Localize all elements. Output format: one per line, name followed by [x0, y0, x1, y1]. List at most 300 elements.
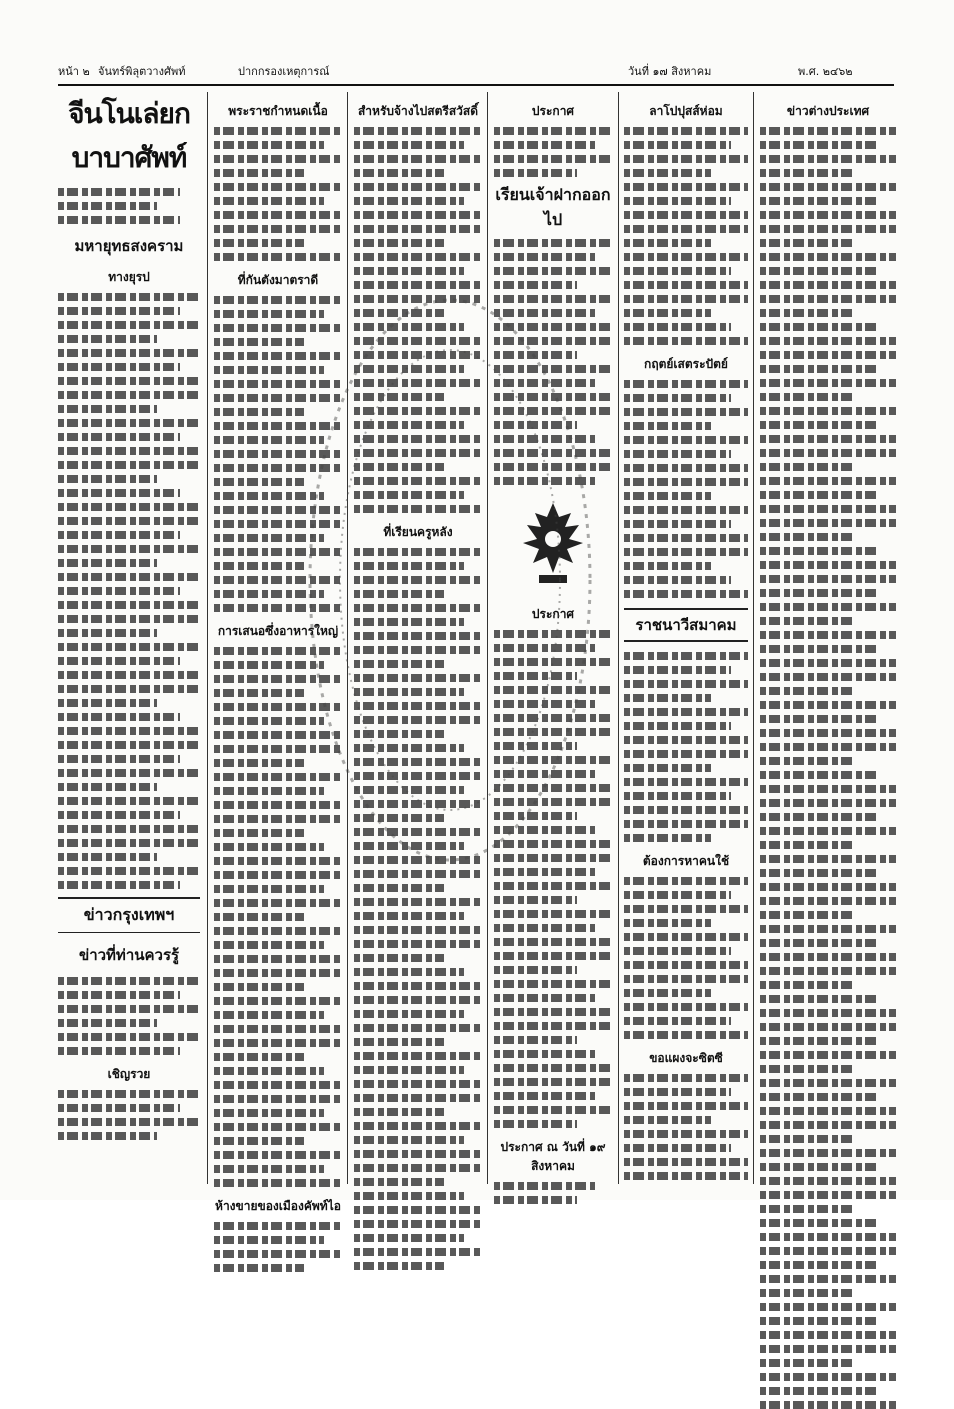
- text-line: [624, 1172, 748, 1180]
- text-line: [494, 994, 595, 1002]
- newspaper-header: [58, 40, 894, 80]
- text-line: [760, 743, 896, 751]
- text-line: [760, 533, 855, 541]
- text-line: [760, 211, 896, 219]
- text-line: [58, 657, 180, 665]
- text-line: [760, 1023, 896, 1031]
- text-line: [760, 183, 896, 191]
- text-line: [58, 713, 180, 721]
- text-line: [494, 155, 612, 163]
- text-line: [354, 1234, 464, 1242]
- watermark-stamp-icon: [300, 280, 600, 880]
- text-line: [354, 1206, 482, 1214]
- text-line: [760, 925, 896, 933]
- text-line: [624, 295, 748, 303]
- column-rule: [207, 92, 208, 1184]
- text-line: [624, 183, 748, 191]
- text-line: [760, 1345, 896, 1353]
- subheading-europe: ทางยุรป: [108, 270, 150, 284]
- text-line: [58, 391, 200, 399]
- text-line: [624, 380, 748, 388]
- text-line: [214, 169, 304, 177]
- text-line: [760, 1149, 896, 1157]
- column-6: [760, 92, 896, 1190]
- text-line: [624, 492, 711, 500]
- text-line: [760, 1247, 896, 1255]
- text-line: [624, 590, 748, 598]
- text-line: [58, 433, 180, 441]
- text-line: [760, 967, 896, 975]
- text-line: [624, 239, 711, 247]
- text-line: [760, 449, 896, 457]
- text-line: [760, 281, 896, 289]
- text-line: [58, 671, 200, 679]
- text-line: [58, 1019, 157, 1027]
- text-line: [624, 961, 748, 969]
- text-line: [214, 899, 342, 907]
- text-line: [624, 694, 711, 702]
- text-line: [760, 1163, 877, 1171]
- text-line: [760, 407, 896, 415]
- text-line: [494, 966, 577, 974]
- women-article-heading: สำหรับจ้างไปสตรีสวัสดิ์: [357, 104, 479, 118]
- text-line: [214, 239, 304, 247]
- text-line: [214, 955, 342, 963]
- text-line: [760, 575, 896, 583]
- text-line: [58, 797, 200, 805]
- text-line: [214, 1165, 324, 1173]
- text-line: [624, 464, 748, 472]
- text-line: [214, 1151, 342, 1159]
- text-line: [214, 1039, 342, 1047]
- article-heading: ที่กันตังมาตราดี: [237, 273, 319, 287]
- text-line: [58, 1033, 200, 1041]
- text-line: [760, 701, 896, 709]
- text-line: [58, 587, 180, 595]
- text-line: [760, 323, 877, 331]
- school-article-heading: ที่เรียนครูหลัง: [383, 525, 453, 539]
- text-line: [760, 785, 896, 793]
- text-line: [354, 253, 482, 261]
- text-line: [354, 1164, 482, 1172]
- text-line: [760, 897, 896, 905]
- text-line: [354, 1136, 464, 1144]
- text-line: [214, 211, 342, 219]
- text-line: [760, 729, 896, 737]
- text-line: [58, 977, 200, 985]
- text-line: [494, 1022, 612, 1030]
- text-line: [354, 1220, 482, 1228]
- text-line: [760, 491, 877, 499]
- text-line: [760, 869, 877, 877]
- center-title: ปากกรองเหตุการณ์: [238, 65, 330, 78]
- text-line: [494, 896, 577, 904]
- text-line: [624, 1074, 748, 1082]
- text-line: [58, 629, 157, 637]
- text-line: [760, 1373, 896, 1381]
- text-line: [624, 408, 748, 416]
- text-line: [760, 295, 896, 303]
- shop-heading: ห้างขายของเมืองคัพท์ไอ: [215, 1199, 341, 1213]
- foreign-news-heading: ข่าวต่างประเทศ: [786, 104, 870, 118]
- text-line: [214, 885, 324, 893]
- text-line: [624, 520, 731, 528]
- text-line: [58, 216, 180, 224]
- notice-heading: ข่าวที่ท่านควรรู้: [78, 946, 180, 964]
- text-line: [624, 905, 748, 913]
- text-line: [760, 939, 877, 947]
- text-line: [494, 127, 612, 135]
- text-line: [760, 603, 896, 611]
- text-line: [58, 1118, 200, 1126]
- text-line: [760, 1093, 877, 1101]
- text-line: [760, 631, 896, 639]
- text-line: [624, 792, 731, 800]
- text-line: [214, 1264, 304, 1272]
- text-line: [760, 1233, 896, 1241]
- text-line: [760, 673, 896, 681]
- text-line: [624, 169, 711, 177]
- text-line: [58, 1005, 200, 1013]
- text-line: [624, 778, 748, 786]
- text-line: [624, 197, 731, 205]
- text-line: [760, 981, 855, 989]
- text-line: [624, 722, 731, 730]
- navy-association-heading: ราชนาวีสมาคม: [624, 608, 748, 642]
- text-line: [760, 141, 877, 149]
- text-line: [760, 827, 896, 835]
- text-line: [760, 1261, 877, 1269]
- text-line: [58, 1047, 180, 1055]
- text-line: [214, 1222, 342, 1230]
- text-line: [624, 450, 731, 458]
- text-line: [214, 1053, 304, 1061]
- text-line: [58, 881, 180, 889]
- text-line: [760, 1009, 896, 1017]
- text-line: [494, 267, 612, 275]
- text-line: [494, 952, 612, 960]
- column-rule: [753, 92, 754, 1184]
- food-article-heading: การเสนอซึ่งอาหารใหญ่: [217, 624, 339, 638]
- text-line: [58, 867, 200, 875]
- text-line: [624, 708, 748, 716]
- text-line: [760, 1275, 896, 1283]
- text-line: [760, 799, 896, 807]
- text-line: [214, 183, 342, 191]
- text-line: [58, 853, 157, 861]
- text-line: [354, 1192, 464, 1200]
- text-line: [624, 736, 748, 744]
- text-line: [354, 155, 482, 163]
- column-5: [624, 92, 748, 1190]
- text-line: [58, 699, 157, 707]
- text-line: [58, 517, 200, 525]
- text-line: [58, 321, 200, 329]
- text-line: [354, 940, 482, 948]
- text-line: [760, 1051, 896, 1059]
- text-line: [760, 1177, 896, 1185]
- text-line: [760, 995, 877, 1003]
- text-line: [494, 1078, 612, 1086]
- announcement-heading: ประกาศ: [531, 104, 575, 118]
- text-line: [760, 435, 896, 443]
- text-line: [624, 806, 748, 814]
- text-line: [624, 422, 711, 430]
- text-line: [214, 155, 342, 163]
- text-line: [58, 601, 200, 609]
- text-line: [214, 829, 304, 837]
- text-line: [624, 309, 711, 317]
- text-line: [58, 573, 200, 581]
- text-line: [760, 393, 855, 401]
- text-line: [760, 1359, 855, 1367]
- text-line: [760, 757, 855, 765]
- text-line: [58, 839, 200, 847]
- text-line: [624, 155, 748, 163]
- text-line: [760, 547, 877, 555]
- text-line: [760, 1065, 855, 1073]
- issue-date: วันที่ ๑๗ สิงหาคม: [628, 65, 712, 78]
- text-line: [760, 155, 896, 163]
- text-line: [760, 911, 855, 919]
- text-line: [58, 825, 200, 833]
- text-line: [58, 461, 200, 469]
- text-line: [58, 685, 200, 693]
- text-line: [760, 351, 896, 359]
- text-line: [624, 680, 748, 688]
- text-line: [624, 1003, 748, 1011]
- text-line: [624, 1088, 731, 1096]
- text-line: [58, 783, 157, 791]
- text-line: [760, 1401, 896, 1409]
- text-line: [624, 1031, 748, 1039]
- text-line: [760, 953, 896, 961]
- text-line: [494, 910, 612, 918]
- text-line: [760, 1079, 896, 1087]
- text-line: [760, 337, 896, 345]
- text-line: [58, 991, 180, 999]
- text-line: [354, 1052, 482, 1060]
- text-line: [624, 534, 748, 542]
- deposit-notice: เรียนเจ้าฝากออกไป: [495, 185, 611, 229]
- text-line: [58, 727, 200, 735]
- text-line: [354, 1024, 482, 1032]
- text-line: [58, 377, 200, 385]
- text-line: [760, 519, 896, 527]
- text-line: [624, 1144, 731, 1152]
- text-line: [214, 927, 342, 935]
- text-line: [760, 659, 896, 667]
- announcement-footer: ประกาศ ณ วันที่ ๑๙ สิงหาคม: [500, 1140, 606, 1173]
- text-line: [760, 1121, 896, 1129]
- text-line: [214, 913, 304, 921]
- text-line: [214, 1179, 342, 1187]
- text-line: [58, 545, 200, 553]
- text-line: [214, 1236, 324, 1244]
- text-line: [494, 1120, 577, 1128]
- text-line: [354, 239, 444, 247]
- column-rule: [618, 92, 619, 1184]
- text-line: [494, 1196, 577, 1204]
- text-line: [760, 197, 877, 205]
- text-line: [214, 562, 304, 570]
- text-line: [760, 1135, 855, 1143]
- text-line: [624, 1116, 711, 1124]
- text-line: [354, 898, 482, 906]
- text-line: [624, 834, 711, 842]
- text-line: [760, 1205, 855, 1213]
- text-line: [760, 813, 877, 821]
- text-line: [760, 617, 855, 625]
- text-line: [58, 293, 200, 301]
- text-line: [214, 1123, 342, 1131]
- text-line: [354, 211, 482, 219]
- text-line: [624, 548, 748, 556]
- text-line: [214, 1067, 324, 1075]
- text-line: [354, 1038, 444, 1046]
- text-line: [494, 1092, 595, 1100]
- text-line: [354, 954, 444, 962]
- text-line: [760, 127, 896, 135]
- text-line: [58, 615, 200, 623]
- text-line: [354, 1094, 482, 1102]
- text-line: [494, 141, 595, 149]
- text-line: [760, 365, 877, 373]
- text-line: [214, 253, 342, 261]
- text-line: [58, 489, 180, 497]
- text-line: [624, 141, 731, 149]
- bangkok-news-heading: ข่าวกรุงเทพฯ: [58, 897, 200, 933]
- text-line: [214, 1250, 342, 1258]
- page-label: หน้า ๒: [58, 65, 90, 78]
- text-line: [760, 1191, 896, 1199]
- text-line: [624, 820, 748, 828]
- text-line: [624, 652, 748, 660]
- text-line: [760, 1219, 877, 1227]
- header-rule: [58, 84, 894, 86]
- text-line: [494, 1182, 595, 1190]
- text-line: [494, 1106, 612, 1114]
- text-line: [354, 996, 482, 1004]
- text-line: [58, 559, 157, 567]
- left-title: จันทร์พิลุตวางศัพท์: [98, 65, 186, 78]
- text-line: [214, 983, 304, 991]
- text-line: [624, 253, 748, 261]
- text-line: [624, 267, 731, 275]
- text-line: [760, 1317, 877, 1325]
- text-line: [354, 183, 482, 191]
- text-line: [624, 576, 731, 584]
- text-line: [354, 1248, 482, 1256]
- text-line: [624, 281, 748, 289]
- text-line: [494, 169, 577, 177]
- text-line: [494, 1036, 577, 1044]
- text-line: [494, 1050, 595, 1058]
- text-line: [624, 225, 748, 233]
- text-line: [494, 253, 595, 261]
- text-line: [354, 267, 464, 275]
- text-line: [760, 855, 896, 863]
- text-line: [214, 759, 304, 767]
- announcement-heading-2: ประกาศ: [531, 607, 575, 621]
- text-line: [354, 1066, 464, 1074]
- text-line: [494, 882, 612, 890]
- text-line: [760, 169, 855, 177]
- column-1: [58, 92, 200, 1190]
- text-line: [624, 478, 748, 486]
- text-line: [624, 127, 748, 135]
- headline-war: มหายุทธสงคราม: [74, 237, 184, 255]
- text-line: [354, 127, 482, 135]
- text-line: [214, 997, 342, 1005]
- text-line: [494, 980, 612, 988]
- invitation-heading: เชิญรวย: [107, 1067, 151, 1081]
- text-line: [58, 1090, 200, 1098]
- text-line: [354, 1178, 444, 1186]
- text-line: [624, 1017, 731, 1025]
- text-line: [214, 1025, 342, 1033]
- text-line: [214, 225, 342, 233]
- text-line: [214, 1095, 342, 1103]
- text-line: [58, 503, 200, 511]
- text-line: [58, 419, 200, 427]
- text-line: [354, 884, 444, 892]
- article-heading-5a: ลาโปปุสส์ห่อม: [649, 104, 723, 118]
- text-line: [760, 505, 896, 513]
- text-line: [354, 169, 444, 177]
- text-line: [214, 127, 342, 135]
- text-line: [624, 947, 731, 955]
- text-line: [624, 919, 711, 927]
- text-line: [354, 1262, 444, 1270]
- text-line: [760, 645, 877, 653]
- text-line: [58, 531, 180, 539]
- text-line: [58, 405, 157, 413]
- text-line: [494, 1064, 612, 1072]
- text-line: [760, 1331, 896, 1339]
- text-line: [354, 197, 464, 205]
- text-line: [58, 643, 200, 651]
- text-line: [58, 349, 200, 357]
- text-line: [58, 335, 157, 343]
- text-line: [354, 982, 482, 990]
- text-line: [214, 1137, 304, 1145]
- text-line: [760, 1107, 896, 1115]
- text-line: [354, 1108, 444, 1116]
- text-line: [354, 225, 482, 233]
- text-line: [624, 666, 731, 674]
- text-line: [58, 307, 180, 315]
- text-line: [494, 924, 595, 932]
- text-line: [624, 562, 711, 570]
- text-line: [494, 239, 612, 247]
- text-line: [214, 969, 342, 977]
- text-line: [624, 975, 748, 983]
- text-line: [760, 463, 855, 471]
- masthead: จีนโนเล่ยกบาบาศัพท์: [68, 97, 190, 174]
- text-line: [354, 1150, 482, 1158]
- text-line: [58, 1104, 180, 1112]
- text-line: [354, 912, 464, 920]
- royal-decree-heading: พระราชกำหนดเนื้อ: [228, 104, 328, 118]
- text-line: [58, 188, 180, 196]
- text-line: [354, 1122, 482, 1130]
- text-line: [58, 447, 200, 455]
- text-line: [760, 225, 896, 233]
- text-line: [58, 755, 180, 763]
- text-line: [58, 741, 200, 749]
- text-line: [760, 379, 896, 387]
